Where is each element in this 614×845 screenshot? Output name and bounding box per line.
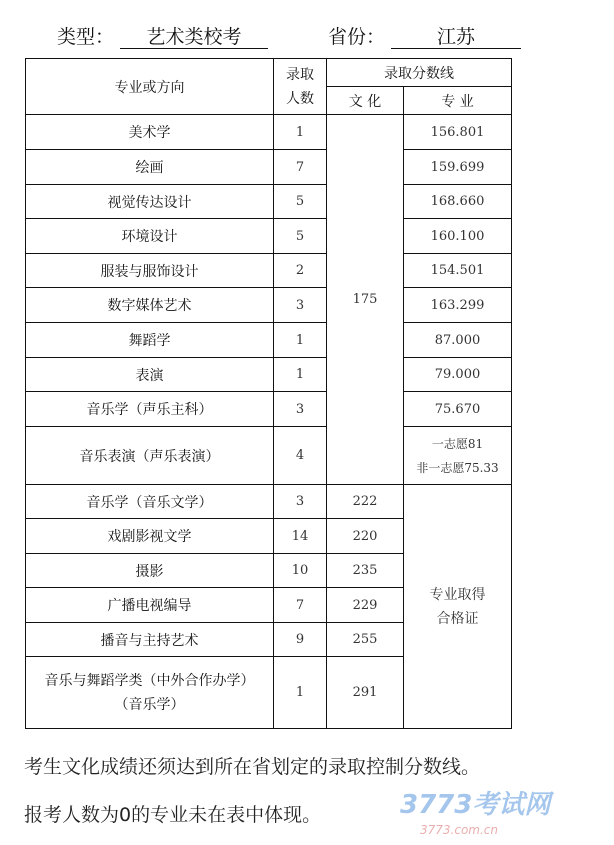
count-cell: 5 — [274, 185, 327, 219]
table-row — [26, 427, 512, 485]
col-count-header: 录取人数 — [274, 59, 327, 115]
major-cell: 戏剧影视文学 — [26, 519, 274, 554]
count-cell: 7 — [274, 150, 327, 185]
prof-cell: 79.000 — [404, 358, 512, 392]
count-cell: 1 — [274, 657, 327, 729]
col-culture-header: 文 化 — [327, 87, 404, 115]
admission-table — [25, 58, 512, 729]
prof-cell: 专业取得合格证 — [404, 485, 512, 729]
culture-cell: 175 — [327, 115, 404, 485]
province-value: 江苏 — [391, 26, 521, 49]
culture-cell: 291 — [327, 657, 404, 729]
major-cell — [26, 657, 274, 729]
type-field — [57, 22, 268, 49]
count-cell: 2 — [274, 254, 327, 288]
major-cell: 视觉传达设计 — [26, 185, 274, 219]
col-major-header: 专业或方向 — [26, 59, 274, 115]
table-row — [26, 392, 512, 427]
major-cell: 音乐表演（声乐表演） — [26, 427, 274, 485]
prof-cell: 87.000 — [404, 323, 512, 358]
table-row — [26, 219, 512, 254]
province-field — [328, 22, 521, 49]
culture-cell: 235 — [327, 554, 404, 588]
count-cell: 1 — [274, 358, 327, 392]
major-cell: 摄影 — [26, 554, 274, 588]
table-row — [26, 358, 512, 392]
culture-cell: 222 — [327, 485, 404, 519]
table-row — [26, 485, 512, 519]
major-cell: 广播电视编导 — [26, 588, 274, 623]
prof-cell: 156.801 — [404, 115, 512, 150]
major-cell: 播音与主持艺术 — [26, 623, 274, 657]
type-label: 类型： — [57, 26, 115, 48]
major-cell: 数字媒体艺术 — [26, 288, 274, 323]
count-cell: 3 — [274, 288, 327, 323]
count-cell: 1 — [274, 115, 327, 150]
col-line-header: 录取分数线 — [327, 59, 512, 87]
note-2: 报考人数为0的专业未在表中体现。 — [24, 804, 322, 826]
culture-cell: 255 — [327, 623, 404, 657]
table-row — [26, 115, 512, 150]
table-row — [26, 254, 512, 288]
watermark-logo: 3773考试网 — [400, 790, 551, 820]
table-row — [26, 288, 512, 323]
table-row — [26, 185, 512, 219]
culture-cell: 220 — [327, 519, 404, 554]
prof-cell: 75.670 — [404, 392, 512, 427]
prof-cell: 168.660 — [404, 185, 512, 219]
count-cell: 1 — [274, 323, 327, 358]
table-row — [26, 323, 512, 358]
prof-cell: 154.501 — [404, 254, 512, 288]
count-cell: 3 — [274, 392, 327, 427]
prof-line: 一志愿81 — [431, 436, 484, 451]
major-cell: 美术学 — [26, 115, 274, 150]
major-line: 音乐与舞蹈学类（中外合作办学） — [44, 672, 255, 689]
prof-cell — [404, 427, 512, 485]
type-value: 艺术类校考 — [120, 26, 268, 49]
major-cell: 音乐学（音乐文学） — [26, 485, 274, 519]
note-1: 考生文化成绩还须达到所在省划定的录取控制分数线。 — [24, 756, 481, 778]
culture-cell: 229 — [327, 588, 404, 623]
count-cell: 4 — [274, 427, 327, 485]
col-prof-header: 专 业 — [404, 87, 512, 115]
count-cell: 9 — [274, 623, 327, 657]
prof-cell: 160.100 — [404, 219, 512, 254]
major-cell: 绘画 — [26, 150, 274, 185]
prof-cell: 163.299 — [404, 288, 512, 323]
major-cell: 舞蹈学 — [26, 323, 274, 358]
table-row — [26, 150, 512, 185]
prof-line: 非一志愿75.33 — [416, 460, 499, 475]
major-cell: 音乐学（声乐主科） — [26, 392, 274, 427]
count-cell: 3 — [274, 485, 327, 519]
prof-cell: 159.699 — [404, 150, 512, 185]
major-cell: 环境设计 — [26, 219, 274, 254]
major-cell: 表演 — [26, 358, 274, 392]
province-label: 省份： — [328, 26, 386, 48]
watermark-url: 3773.com.cn — [420, 823, 498, 837]
major-cell: 服装与服饰设计 — [26, 254, 274, 288]
count-cell: 10 — [274, 554, 327, 588]
major-line: （音乐学） — [114, 696, 185, 713]
count-cell: 14 — [274, 519, 327, 554]
count-cell: 7 — [274, 588, 327, 623]
count-cell: 5 — [274, 219, 327, 254]
